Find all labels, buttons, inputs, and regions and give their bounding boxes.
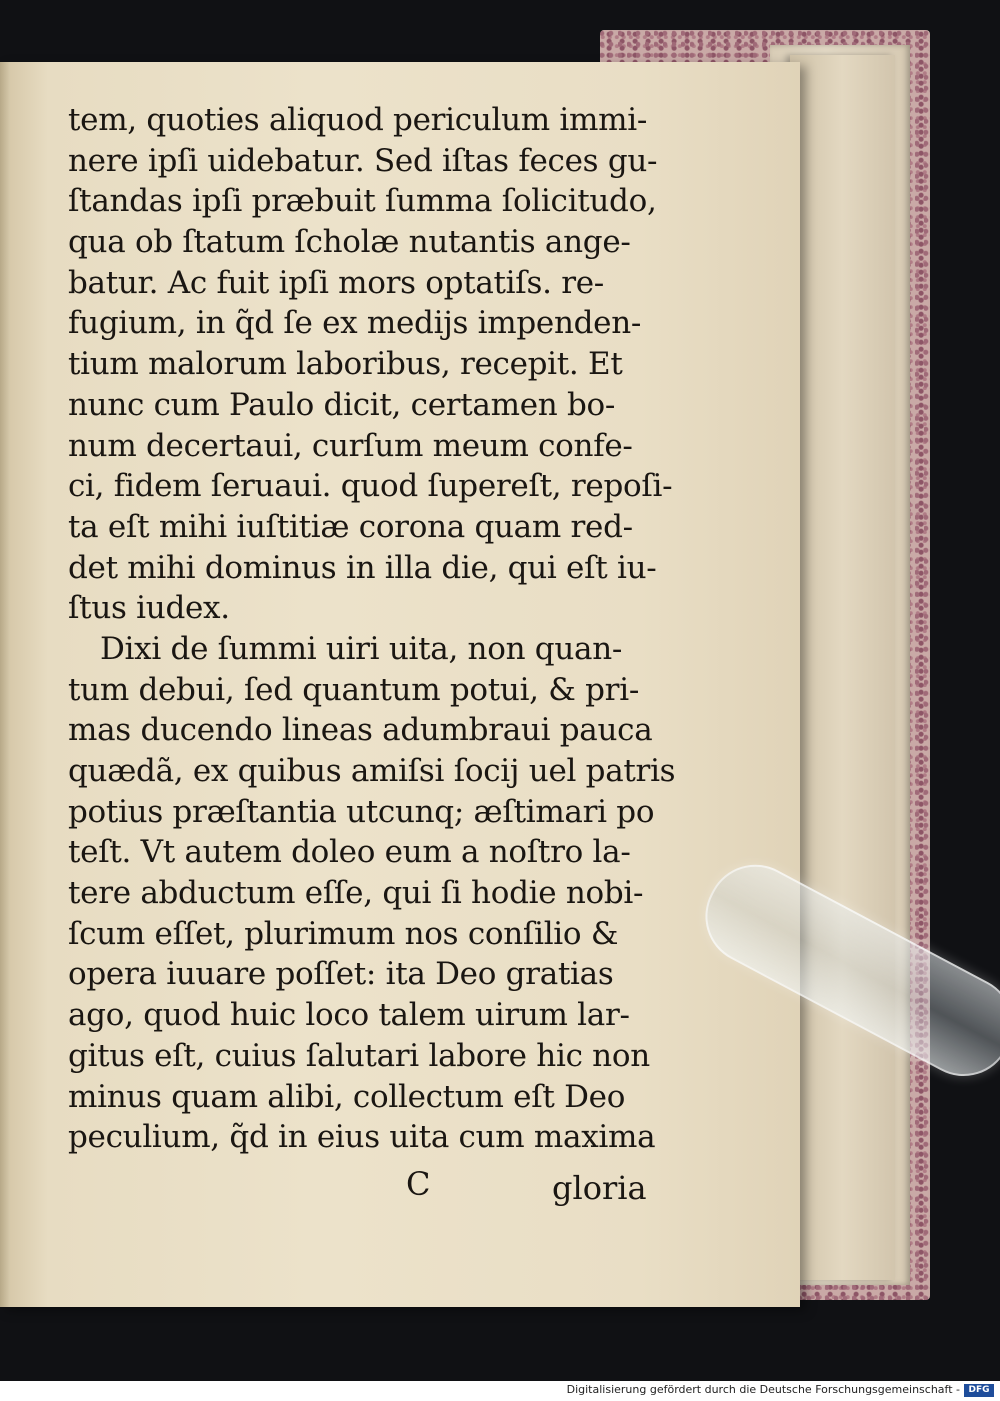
text-line: gitus eſt, cuius ſalutari labore hic non bbox=[68, 1037, 650, 1074]
page-gutter bbox=[0, 62, 10, 1307]
text-line: batur. Ac fuit ipſi mors optatiſs. re- bbox=[68, 264, 604, 301]
text-line: mas ducendo lineas adumbraui pauca bbox=[68, 712, 653, 749]
text-line: teſt. Vt autem doleo eum a noſtro la- bbox=[68, 834, 631, 871]
text-line: ta eſt mihi iuſtitiæ corona quam red- bbox=[68, 508, 633, 545]
catchword: gloria bbox=[552, 1169, 647, 1207]
text-line: nere ipſi uidebatur. Sed iſtas feces gu- bbox=[68, 142, 658, 179]
text-line: ſcum eſſet, plurimum nos conſilio & bbox=[68, 915, 619, 952]
page-footer bbox=[0, 1165, 800, 1209]
text-line: fugium, in q̃d ſe ex medijs impenden- bbox=[68, 305, 642, 342]
page-text bbox=[68, 100, 676, 1158]
text-line: tere abductum eſſe, qui ſi hodie nobi- bbox=[68, 875, 644, 912]
digitization-credit: Digitalisierung gefördert durch die Deutsche Forschungsgemeinschaft - bbox=[566, 1383, 960, 1396]
text-line: minus quam alibi, collectum eſt Deo bbox=[68, 1078, 626, 1115]
dfg-logo: DFG bbox=[964, 1384, 994, 1397]
text-line: det mihi dominus in illa die, qui eſt iu- bbox=[68, 549, 657, 586]
text-line: qua ob ſtatum ſcholæ nutantis ange- bbox=[68, 224, 631, 261]
text-line: quædã, ex quibus amiſsi ſocij uel patris bbox=[68, 753, 676, 789]
text-line: tem, quoties aliquod periculum immi- bbox=[68, 102, 648, 138]
text-line: nunc cum Paulo dicit, certamen bo- bbox=[68, 386, 616, 423]
text-line: ago, quod huic loco talem uirum lar- bbox=[68, 997, 630, 1034]
text-line: ci, fidem ſeruaui. quod ſupereſt, repoſi- bbox=[68, 468, 673, 505]
text-line: ſtandas ipſi præbuit ſumma ſolicitudo, bbox=[68, 183, 657, 220]
signature-mark: C bbox=[406, 1165, 431, 1203]
flyleaf-inner bbox=[790, 55, 895, 1280]
text-line: num decertaui, curſum meum confe- bbox=[68, 427, 633, 464]
text-line: opera iuuare poſſet: ita Deo gratias bbox=[68, 956, 614, 993]
text-line: ſtus iudex. bbox=[68, 590, 230, 627]
text-line: Dixi de ſummi uiri uita, non quan- bbox=[100, 630, 623, 667]
text-line: tium malorum laboribus, recepit. Et bbox=[68, 346, 623, 383]
text-line: peculium, q̃d in eius uita cum maxima bbox=[68, 1119, 656, 1156]
text-line: tum debui, ſed quantum potui, & pri- bbox=[68, 671, 639, 708]
text-line: potius præſtantia utcunq; æſtimari po bbox=[68, 793, 655, 830]
